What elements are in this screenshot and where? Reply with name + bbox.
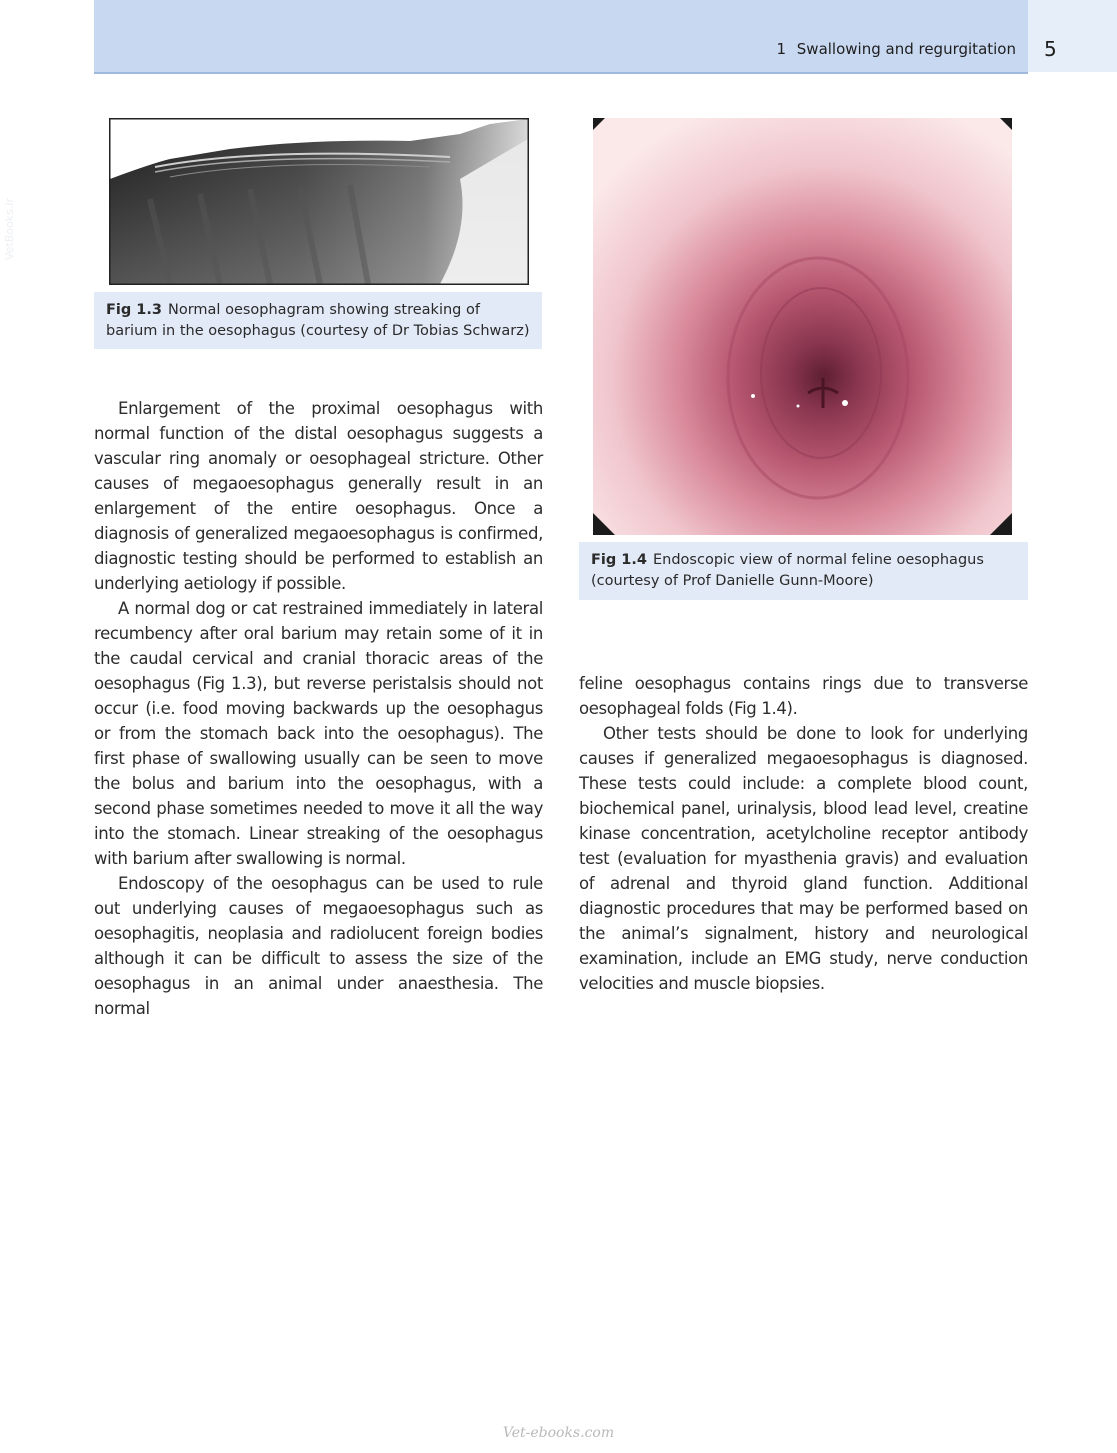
body-paragraph: Enlargement of the proximal oesophagus with normal function of the distal oesophagus suggests a vascular ring anomaly or oesophageal stricture. Other causes of megaoesophagus generally result in an enlargement of the entire oesophagus. Once a diagnosis of generalized megaoesophagus is confirmed, diagnostic testing should be performed to establish an underlying aetiology if possible. [94,399,543,593]
footer-watermark: Vet-ebooks.com [502,1425,615,1441]
body-paragraph: Other tests should be done to look for underlying causes if generalized megaoesophagus is diagnosed. These tests could include: a complete blood count, biochemical panel, urinalysis, blood lead level, creatine kinase concentration, acetylcholine receptor antibody test (evaluation for myasthenia gravis) and evaluation of adrenal and thyroid gland function. Additional diagnostic procedures that may be performed based on the animal’s signalment, history and neurological examination, include an EMG study, nerve conduction velocities and muscle biopsies. [579,724,1028,993]
figure-1-3-radiograph [109,118,529,285]
body-paragraph: Endoscopy of the oesophagus can be used to rule out underlying causes of megaoesophagus such as oesophagitis, neoplasia and radiolucent foreign bodies although it can be difficult to assess the size of the oesophagus in an animal under anaesthesia. The normal [94,874,543,1018]
figure-1-3-caption-text: Normal oesophagram showing streaking of barium in the oesophagus (courtesy of Dr Tobias Schwarz) [106,302,530,339]
chapter-title: Swallowing and regurgitation [796,40,1016,58]
figure-1-3-caption [94,292,542,349]
figure-1-4-label: Fig 1.4 [591,552,647,568]
body-paragraph-continued: feline oesophagus contains rings due to transverse oesophageal folds (Fig 1.4). [579,674,1028,718]
body-paragraph: A normal dog or cat restrained immediately in lateral recumbency after oral barium may retain some of it in the caudal cervical and cranial thoracic areas of the oesophagus (Fig 1.3), but reverse peristalsis should not occur (i.e. food moving backwards up the oesophagus or from the stomach back into the oesophagus). The first phase of swallowing usually can be seen to move the bolus and barium into the oesophagus, with a second phase sometimes needed to move it all the way into the stomach. Linear streaking of the oesophagus with barium after swallowing is normal. [94,599,543,868]
side-watermark: VetBooks.ir [3,198,16,260]
running-header-band [94,0,1028,74]
page-number-strip [1028,0,1117,72]
figure-1-4-caption [579,542,1028,600]
page-number: 5 [1044,37,1057,61]
left-text-column [94,396,543,1021]
right-text-column [579,671,1028,996]
running-head [776,40,1016,58]
figure-1-4-endoscopy [593,118,1012,535]
figure-1-4-caption-text: Endoscopic view of normal feline oesophagus (courtesy of Prof Danielle Gunn-Moore) [591,552,984,589]
figure-1-3-label: Fig 1.3 [106,302,162,318]
chapter-number: 1 [776,40,786,58]
